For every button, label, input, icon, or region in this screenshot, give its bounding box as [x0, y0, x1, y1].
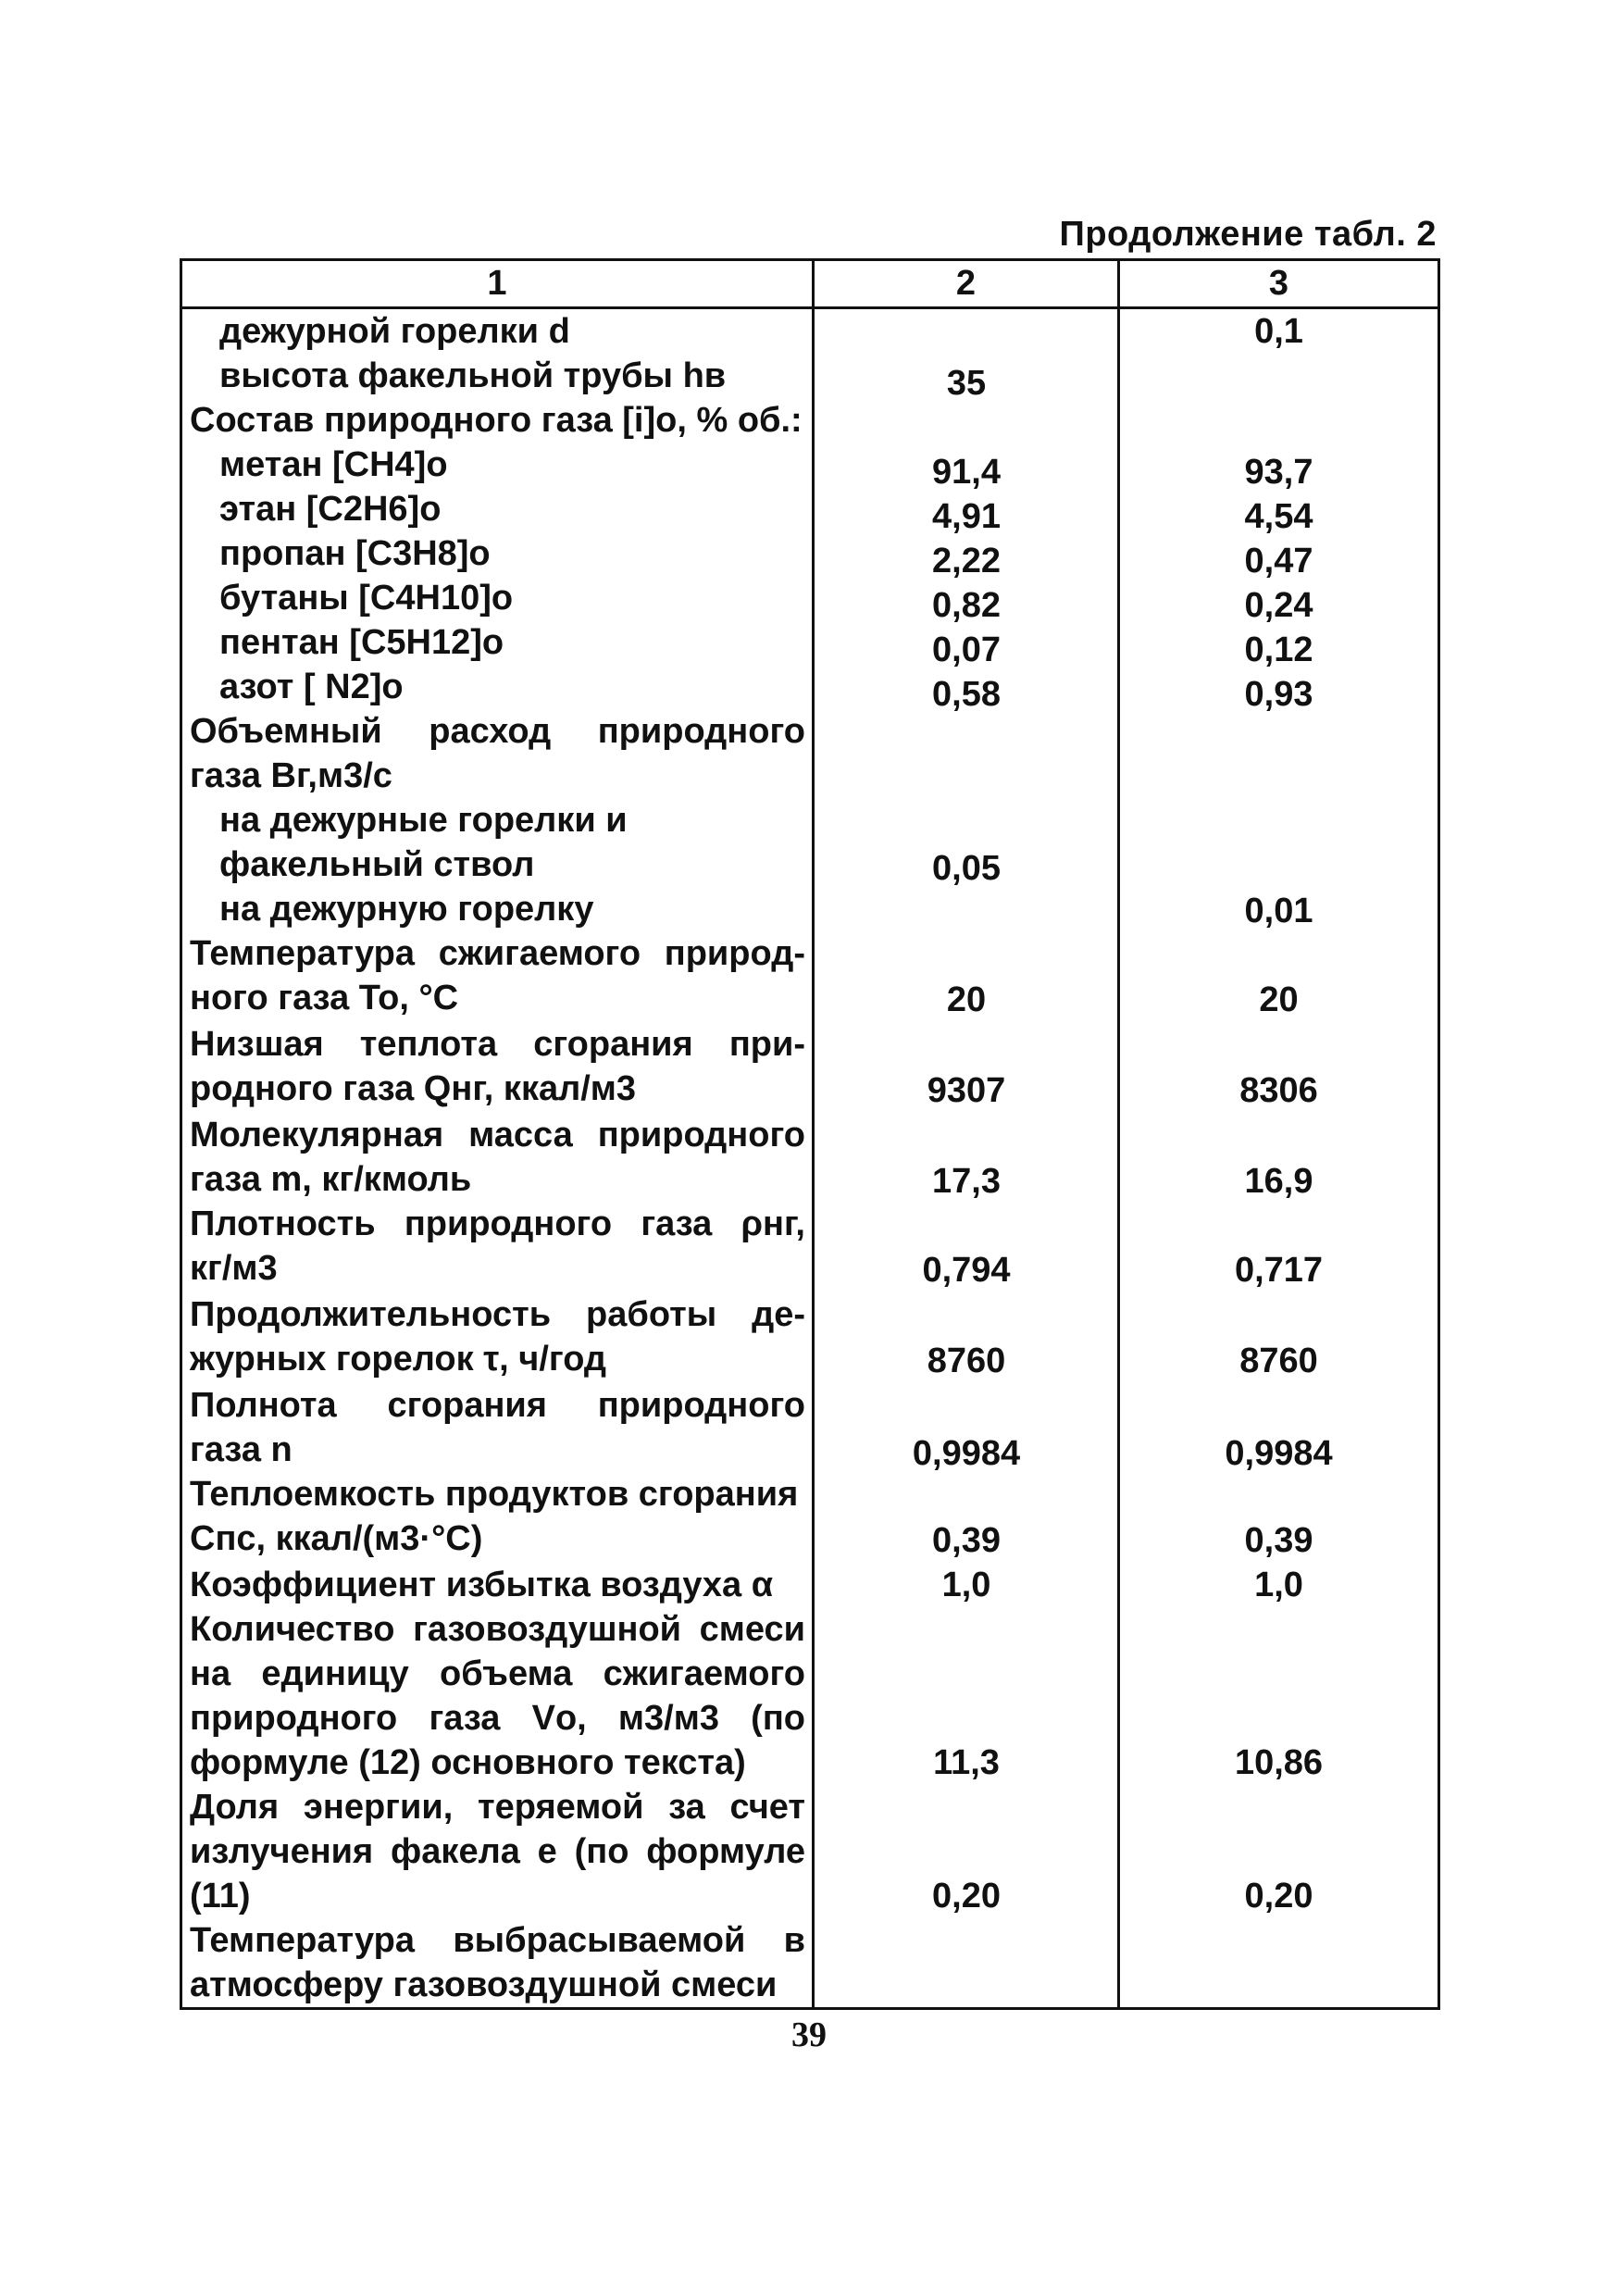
header-col-1: 1 — [487, 264, 507, 303]
row-value-col3: 20 — [1259, 980, 1299, 1019]
row-value-col3: 8760 — [1239, 1341, 1318, 1380]
row-value-col2: 91,4 — [932, 453, 1001, 492]
row-value-col2: 0,82 — [932, 586, 1001, 625]
row-label: пентан [C5H12]o — [219, 623, 504, 662]
row-label-line: Доля энергии, теряемой за счет — [190, 1788, 805, 1827]
row-label-line: родного газа Qнг, ккал/м3 — [190, 1069, 637, 1108]
row-value-col3: 93,7 — [1244, 453, 1313, 492]
row-label-line: природного газа Vо, м3/м3 (по — [190, 1699, 805, 1738]
row-value-col2: 17,3 — [932, 1162, 1001, 1201]
row-value-col3: 0,12 — [1244, 630, 1313, 669]
row-value-col2: 0,07 — [932, 630, 1001, 669]
row-value-col2: 1,0 — [941, 1566, 991, 1604]
row-label-line: Продолжительность работы де- — [190, 1295, 805, 1334]
row-label-line: журных горелок τ, ч/год — [190, 1340, 607, 1379]
row-label-line: Полнота сгорания природного — [190, 1386, 805, 1425]
row-label-line: Молекулярная масса природного — [190, 1116, 805, 1154]
row-value-col2: 11,3 — [933, 1743, 1000, 1782]
row-value-col3: 0,717 — [1234, 1251, 1324, 1290]
row-label: дежурной горелки d — [219, 312, 570, 351]
row-label-line: Температура выбрасываемой в — [190, 1921, 805, 1960]
row-label: высота факельной трубы hв — [219, 356, 727, 395]
row-value-col3: 4,54 — [1244, 497, 1313, 536]
row-value-col2: 20 — [946, 980, 987, 1019]
row-value-col2: 0,9984 — [912, 1434, 1021, 1473]
row-value-col3: 0,47 — [1244, 542, 1313, 580]
row-label-line: кг/м3 — [190, 1249, 278, 1288]
page-number: 39 — [791, 2015, 827, 2054]
table-header — [182, 261, 1438, 309]
row-value-col2: 8760 — [927, 1341, 1006, 1380]
row-label: пропан [C3H8]o — [219, 534, 491, 573]
table-caption: Продолжение табл. 2 — [1059, 215, 1437, 254]
row-label-line: Температура сжигаемого природ- — [190, 934, 805, 973]
row-label-line: Объемный расход природного — [190, 712, 805, 751]
row-label-line: газа m, кг/кмоль — [190, 1160, 472, 1199]
row-label-line: Cпс, ккал/(м3·°C) — [190, 1519, 483, 1558]
row-label-line: (11) — [190, 1877, 251, 1915]
row-label-line: излучения факела e (по формуле — [190, 1832, 805, 1871]
row-value-col3: 16,9 — [1244, 1162, 1313, 1201]
row-value-col3: 0,93 — [1244, 675, 1313, 714]
row-value-col3: 10,86 — [1234, 1743, 1324, 1782]
row-label-line: Низшая теплота сгорания при- — [190, 1025, 805, 1064]
row-label-line: формуле (12) основного текста) — [190, 1743, 746, 1782]
row-label: Состав природного газа [i]o, % об.: — [190, 401, 803, 440]
row-label-line: ного газа To, °C — [190, 979, 459, 1017]
row-value-col3: 0,20 — [1244, 1877, 1313, 1915]
row-value-col2: 35 — [946, 364, 987, 403]
row-label: бутаны [C4H10]o — [219, 579, 514, 618]
row-value-col2: 0,20 — [932, 1877, 1001, 1915]
row-value-col2: 0,794 — [922, 1251, 1011, 1290]
header-col-2: 2 — [955, 264, 977, 303]
row-value-col2: 4,91 — [932, 497, 1001, 536]
row-value-col3: 0,1 — [1254, 312, 1303, 351]
column-divider-1 — [812, 261, 815, 2007]
row-label-line: на единицу объема сжигаемого — [190, 1654, 805, 1693]
row-value-col3: 0,39 — [1244, 1521, 1313, 1560]
row-value-col3: 0,24 — [1244, 586, 1313, 625]
row-value-col2: 0,39 — [932, 1521, 1001, 1560]
data-table — [180, 258, 1440, 2010]
row-label-line: Теплоемкость продуктов сгорания — [190, 1475, 799, 1514]
row-label: этан [C2H6]o — [219, 490, 442, 529]
row-label-line: газа n — [190, 1430, 292, 1469]
row-label-line: Количество газовоздушной смеси — [190, 1610, 805, 1649]
row-label-line: атмосферу газовоздушной смеси — [190, 1965, 778, 2004]
row-value-col3: 0,01 — [1244, 892, 1313, 930]
row-label-line: на дежурные горелки и — [219, 801, 628, 840]
row-value-col3: 8306 — [1239, 1071, 1318, 1110]
header-col-3: 3 — [1268, 264, 1289, 303]
row-value-col2: 2,22 — [932, 542, 1001, 580]
row-label-line: факельный ствол — [219, 845, 535, 884]
row-label: азот [ N2]o — [219, 668, 404, 706]
row-value-col3: 1,0 — [1254, 1566, 1303, 1604]
row-label-line: газа Bг,м3/с — [190, 756, 392, 795]
row-value-col2: 0,05 — [932, 849, 1001, 888]
row-label: метан [CH4]o — [219, 445, 448, 484]
row-value-col3: 0,9984 — [1225, 1434, 1333, 1473]
row-value-col2: 0,58 — [932, 675, 1001, 714]
row-label: Коэффициент избытка воздуха α — [190, 1566, 774, 1604]
row-label: на дежурную горелку — [219, 890, 594, 929]
row-label-line: Плотность природного газа ρнг, — [190, 1204, 805, 1243]
row-value-col2: 9307 — [927, 1071, 1006, 1110]
